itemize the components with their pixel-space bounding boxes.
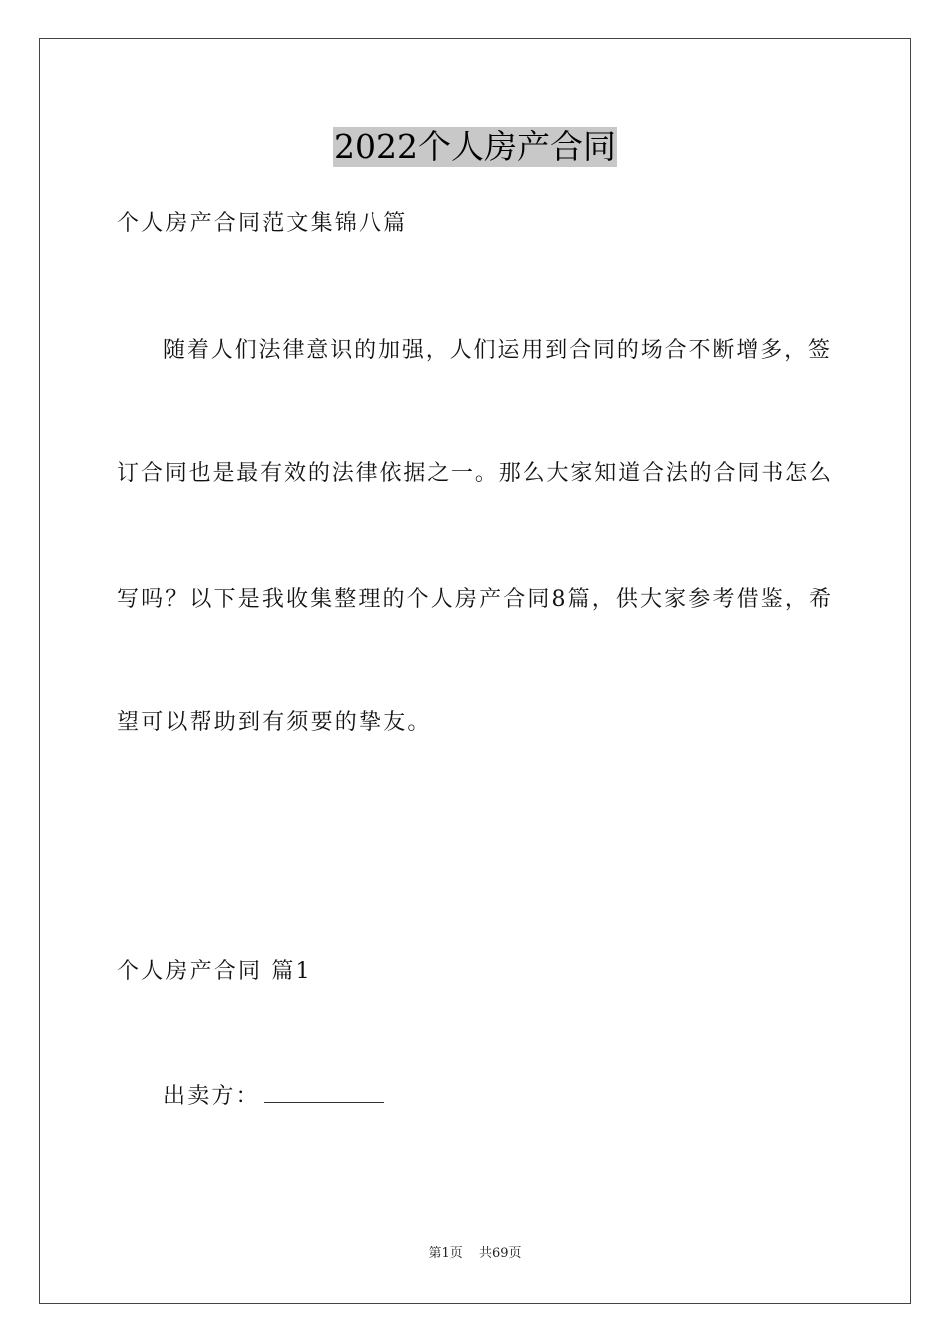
page-number: 第1页 xyxy=(428,1246,463,1261)
title-container xyxy=(0,127,950,167)
section-heading: 个人房产合同 篇1 xyxy=(117,959,312,984)
page-total: 共69页 xyxy=(478,1246,522,1261)
intro-line-3: 写吗？以下是我收集整理的个人房产合同8篇，供大家参考借鉴，希 xyxy=(117,587,831,612)
seller-label: 出卖方： xyxy=(163,1084,260,1109)
document-title: 2022个人房产合同 xyxy=(334,127,616,166)
intro-line-4: 望可以帮助到有须要的挚友。 xyxy=(117,710,432,735)
page-footer xyxy=(0,1245,950,1263)
intro-line-2: 订合同也是最有效的法律依据之一。那么大家知道合法的合同书怎么 xyxy=(117,461,831,486)
seller-blank xyxy=(264,1082,384,1103)
document-subtitle: 个人房产合同范文集锦八篇 xyxy=(117,211,408,236)
seller-field xyxy=(163,1082,384,1112)
intro-line-1: 随着人们法律意识的加强，人们运用到合同的场合不断增多，签 xyxy=(163,338,830,363)
